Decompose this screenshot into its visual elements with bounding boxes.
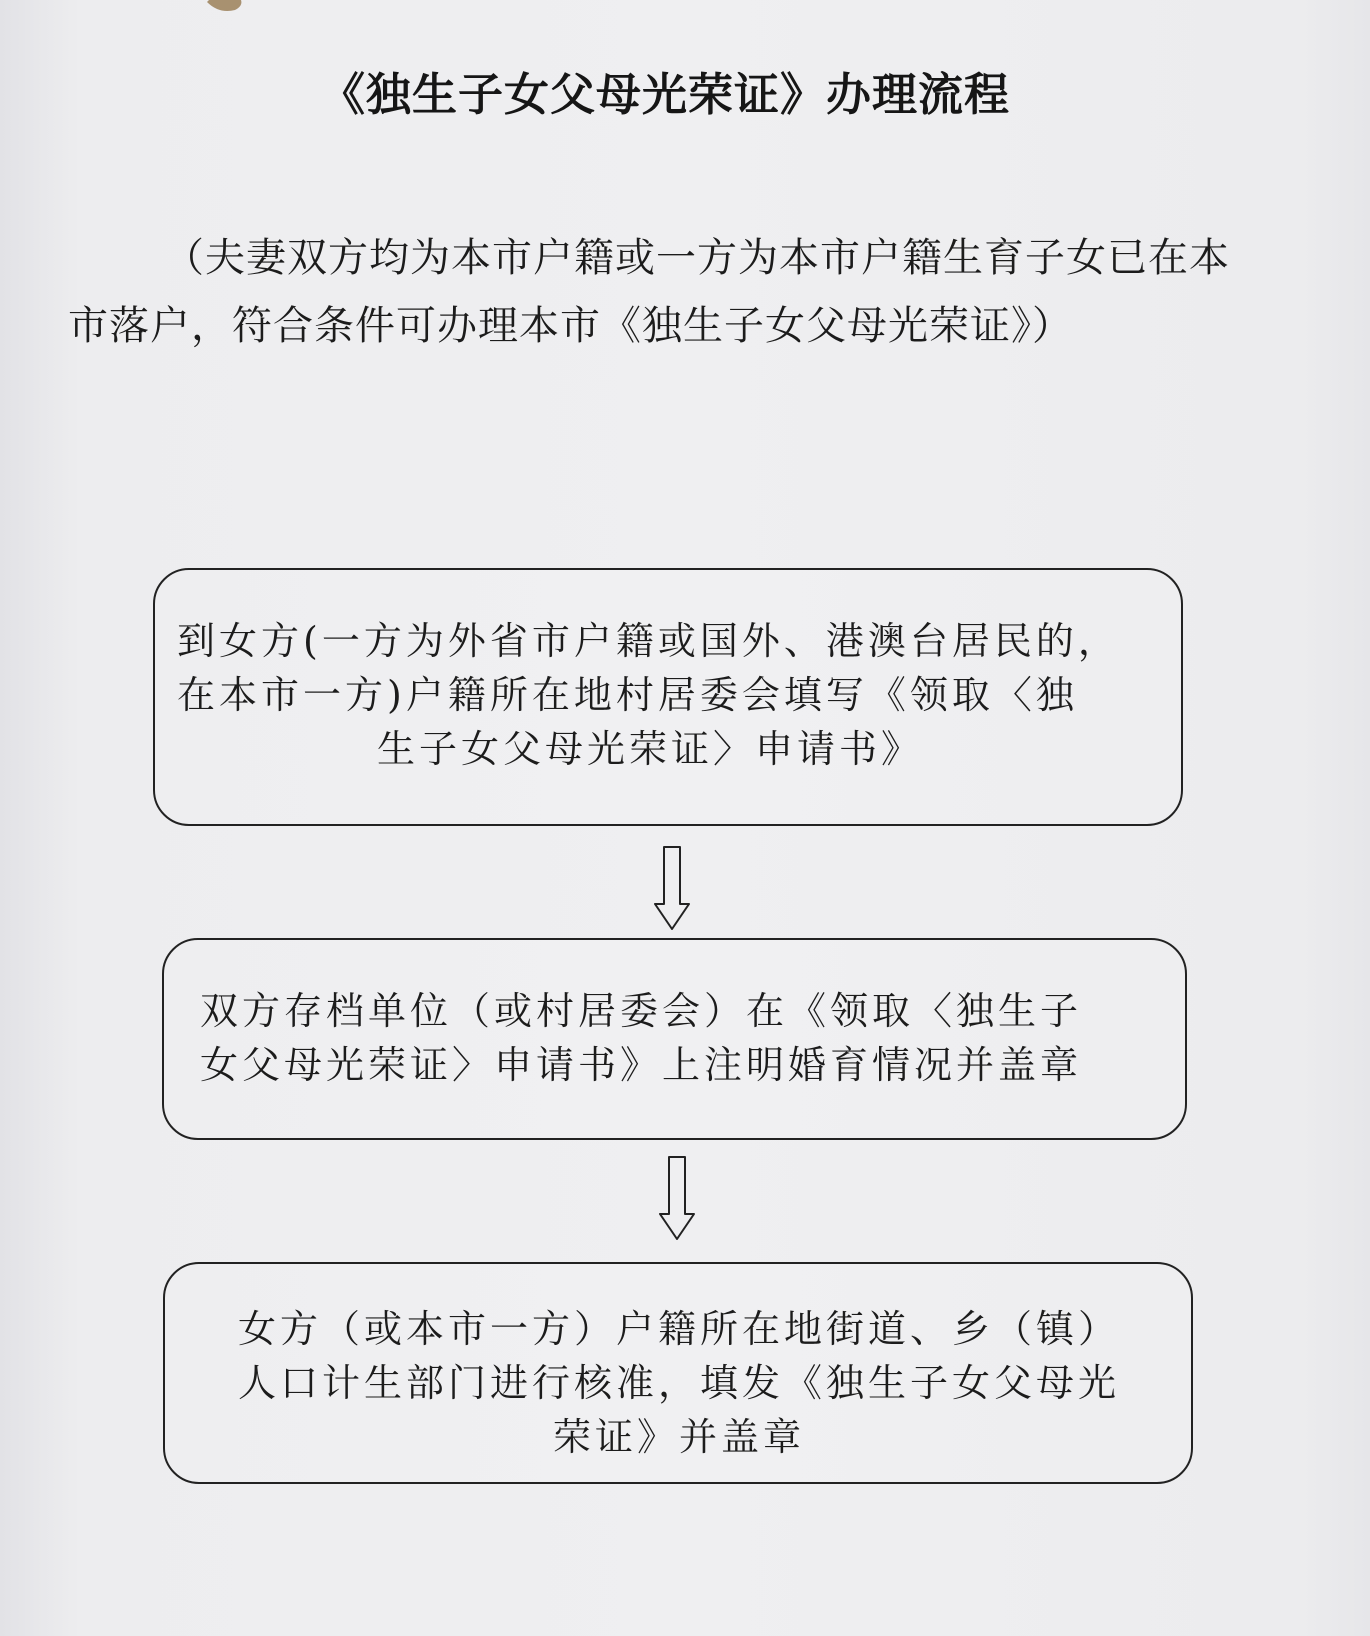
flow-step-2-line-1: 双方存档单位（或村居委会）在《领取〈独生子 [200,989,1083,1033]
flow-step-1-line-1: 到女方(一方为外省市户籍或国外、港澳台居民的， [177,619,1120,663]
eligibility-note-text: （夫妻双方均为本市户籍或一方为本市户籍生育子女已在本市落户，符合条件可办理本市《独生子女父母光荣证》） [68,235,1230,349]
flow-step-1-line-2: 在本市一方)户籍所在地村居委会填写《领取〈独 [177,673,1078,717]
flow-arrow-down-icon [659,1156,695,1240]
flow-step-3-line-2: 人口计生部门进行核准，填发《独生子女父母光 [237,1361,1120,1405]
flow-step-1-line-3: 生子女父母光荣证〉申请书》 [377,727,924,771]
flow-step-3-line-1: 女方（或本市一方）户籍所在地街道、乡（镇） [237,1307,1120,1351]
page-title: 《独生子女父母光荣证》办理流程 [319,68,1010,121]
flow-arrow-down-icon [654,846,690,930]
flow-step-1 [153,568,1183,826]
flow-step-2-line-2: 女父母光荣证〉申请书》上注明婚育情况并盖章 [200,1043,1083,1087]
ink-smudge [205,0,245,16]
eligibility-note [68,224,1258,360]
flow-step-2 [162,938,1187,1140]
flow-step-3-line-3: 荣证》并盖章 [552,1415,805,1459]
flow-step-3 [163,1262,1193,1484]
